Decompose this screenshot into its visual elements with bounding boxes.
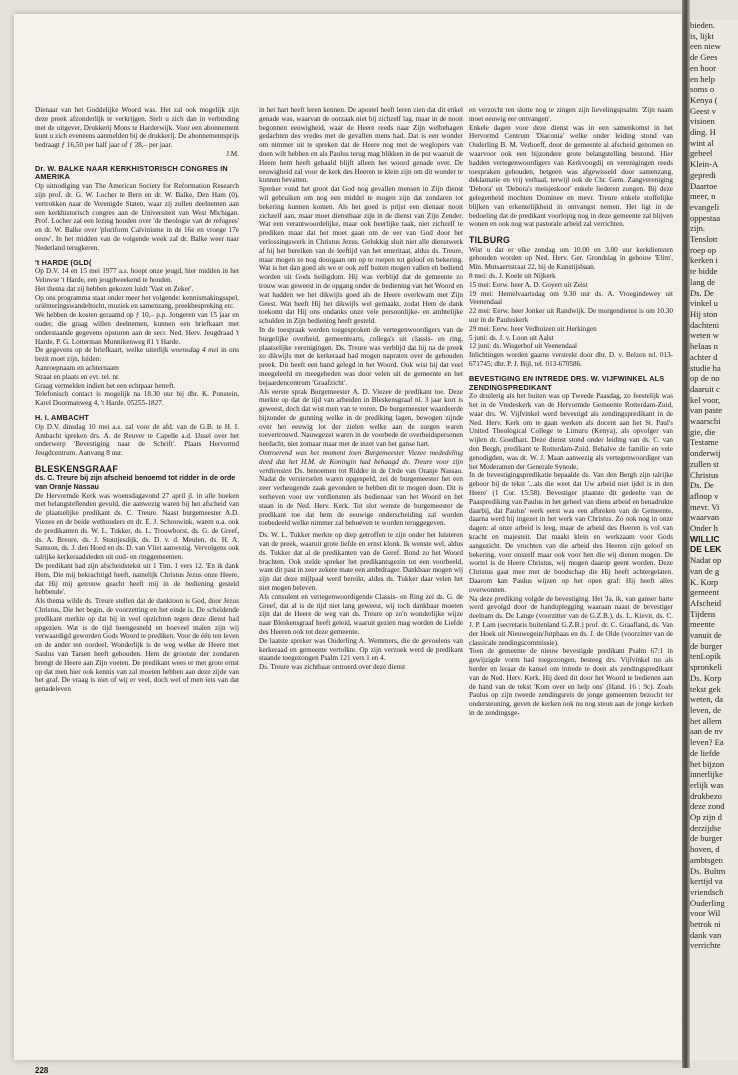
adjacent-page-line: Geest v (690, 105, 717, 116)
adjacent-page-line: op de no (690, 373, 720, 384)
ambacht-paragraph: Op D.V. dinsdag 10 mei a.s. zal voor de afd. van de G.B. te H. I. Ambacht spreken drs. A. de Reuver te Capelle a.d. IJssel over het onderwerp 'Bevestiging naar de Schrift'. Plaats Hervormd Jeugdcentrum. Aanvang 8 uur. (35, 422, 239, 458)
adjacent-page-line: roep op (690, 244, 717, 255)
adjacent-page-line: mevr. Vi (690, 501, 720, 512)
col2-paragraph-7: Als consulent en vertegenwoordigende Classis- en Ring zei ds. G. de Greef, dat al is de tijd niet lang geweest, wij toch dankbaar moeten zijn dat de Heere de weg van ds. Treure op zo'n wonderlijke wijze naar Bleskensgraaf heeft geleid, waaruit gezien mag worden de Liefde des Heeren ook tot deze gemeente. (259, 592, 463, 637)
harde-paragraph-1: Op D.V. 14 en 15 mei 1977 a.s. hoopt onze jeugd, hier midden in het Veluwse 't Harde, een jeugdweekend te houden. (35, 267, 239, 285)
bleskens-paragraph-3: Als thema wilde ds. Treure stellen dat de danktoon is God, door Jezus Christus, Die het begin, de voorzetting en het einde is. De scheidende predikant merkte op dat hij in veel opzichten tegen deze dienst had opgezien. Wat is de tijd heengesneld en hoeveel malen zijn wij verwaardigd geworden Gods Woord te prediken. Voor de één ten leven en de ander ten oordeel. Wonderlijk is de weg welke de Heere met Saulus van Tarsen heeft gehouden. Hem de grootste der zondaren brengt de Heere aan Zijn voeten. De predikant wees er met grote ernst op dat men hier ook kennis van zal moeten hebben aan deze zijde van het graf. De vraag is niet of wij er veel, doch wel of men iets van dat genadeleven (35, 597, 239, 694)
harde-paragraph-5b: in ons bezit moet zijn, luiden: (35, 346, 239, 364)
col2-paragraph-1: in het hart heeft leren kennen. De apostel heeft leren zien dat dit enkel genade was, waarvan de oorzaak niet bij zichzelf lag, maar in de nooit begonnen eeuwigheid, waar de Heere reeds naar Zijn welbehagen gedachten des vredes met de gevallen mens had. Dat is een wonder om nimmer uit te spreken dat de Heere nog met de weglopers van doen wilt hebben en als Paulus terug mag blikken in de put waaruit de Heere hem heeft gehaald blijft alleen het woord genade over. De eeuwigheid zal voor de kerk des Heeren te klein zijn om dit wonder te kunnen bevatten. (259, 106, 463, 185)
adjacent-page-line: spronkeli (690, 662, 722, 673)
adjacent-page-line: Testame (690, 437, 719, 448)
adjacent-page-line: ding. H (690, 127, 716, 138)
adjacent-page-line: kel voor, (690, 394, 721, 405)
adjacent-page-line: tekst gek (690, 683, 721, 694)
col2-paragraph-3: In de toespraak werden toegesproken de vertegenwoordigers van de burgelijke overheid, gemeentearts, collega's uit classis- en ring, plaatselijke verenigingen. Ds. Treure was verblijd dat hij na de preek zo dikwijls met de kerkeraad had mogen napraten over de gehouden preek. Dit heeft een band gelegd in het Woord. Ook wist hij dat veel meegeleefd en meegebeden was door velen uit de gemeente en het bejaardencentrum 'Graafzicht'. (259, 325, 463, 387)
adjacent-page-line: waarschi (690, 416, 721, 427)
adjacent-page-line: drukbezo (690, 790, 722, 801)
adjacent-page-line: dank van (690, 929, 722, 940)
adjacent-page-line: meente (690, 619, 715, 630)
harde-paragraph-5 (35, 346, 239, 364)
col3-paragraph-2: Enkele dagen voor deze dienst was in een samenkomst in het Hervormd Centrum 'Diaconia' welke onder leiding stond van Ouderling B. M. Verhoeff, door de gemeente al afscheid genomen en waarvoor ook een bijzondere grote belangstelling bestond. Hier hadden vertegenwoordigers van Kerkvoogdij en verenigingen reeds toespraken gehouden, hetgeen was afgewisseld door samenzang, deklamatie en vrij verhaal, terwijl ook de Chr. Gem. Zangvereniging 'Debora' en 'Debora's meisjeskoor' enkele liederen zongen. Bij deze gelegenheid mochten Domineе en mevr. Treure enkele stoffelijke blijken van erkentelijkheid in ontvangst nemen. Het ligt in de bedoeling dat de predikant voorlopig nog in deze gemeente zal blijven wonen en ook nog wat pastorale arbeid zal verrichten. (469, 123, 673, 229)
adjacent-page-line: te bidde (690, 266, 718, 277)
adjacent-page-line: Nadat op (690, 555, 722, 566)
adjacent-page-line: Ds. De (690, 287, 714, 298)
col2-paragraph-4: Als eerste sprak Burgemeester A. D. Viezee de predikant toe. Deze merkte op dat de tijd van arbeiden in Bleskensgraaf nl. 3 jaar kort is geweest, doch dat wist men van te voren. De burgemeester waardeerde bijzonder de gunning welke in de prediking lagen, bewogen zijnde over het eeuwig lot der zielen welke aan de zorgen waren toevertrouwd. Nauwgezet waren in de voorbede de overheidspersonen herdacht, niet zomaar maar met de inzet van het ganse hart. (259, 387, 463, 449)
adjacent-page-line: gemeent (690, 587, 720, 598)
adjacent-page-line: het bijzon (690, 758, 725, 769)
adjacent-page-line: dachteni (690, 319, 720, 330)
magazine-page (14, 14, 682, 1075)
vijfwinkel-paragraph-2: In de bevestigingspredikatie bepaalde ds. Van den Bergh zijn talrijke gehoor bij de tekst '...als die weet dat Uw arbeid niet ijdel is in den Heere' (1 Cor. 15:58). Bevestiger plaatste dit gedeelte van de Paasprediking van Paulus in het geheel van diens arbeid en benadrukte daarbij, dat Paulus' werk eerst was een afbreken van de Gemeente, daarna werd hij ingezet in het werk van Christus. Zo ook nog in onze dagen: al onze arbeid is leeg, maar de arbeid des Heeren is vol van kracht en majesteit. Dat maakt klein en werkzaam voor Gods aangezicht. De vruchten van die arbeid des Heeren zijn geloof en bekering, voor onszelf maar ook voor hen die wij dienen mogen. De wortel is de Heere Christus, wij mogen daarop geent worden. Deze Christus gaat mee met de boodschap die Hij heeft achtergelaten. Daarom kan Paulus wijzen op het open graf: Hij heeft alles overwonnen. (469, 471, 673, 594)
adjacent-page-line: helaas n (690, 341, 718, 352)
col2-paragraph-5-rest: Ds. benoemen tot Ridder in de Orde van Oranje Nassau. Nadat de versierselen waren opgespeld, zei de burgemeester het een zeer verheugende zaak gevonden te hebben dit te mogen doen. Dit is verheven voor uw verdiensten als bedienaar van het Woord en het staan in de Ned. Herv. Kerk. Tot slot wenste de burgemeester de predikant toe dat hem de eeuwige onderscheiding zal worden toebedeeld welke nimmer zal behoeven te worden teruggegeven. (259, 466, 464, 528)
adjacent-page-line: Ds. De (690, 480, 714, 491)
balke-paragraph: Op uitnodiging van The American Society for Reformation Research zijn prof. dr. G. W. Locher te Bern en dr. W. Balke, Den Ham (0), vertrokken naar de Verenigde Staten, waar zij zullen deelnemen aan een kerkhistorisch congres aan de Universiteit van West Michigan. Prof. Locher zal een lezing houden over 'de theologie van de refugees' en dr. W. Balke over 'pluriform Calvinisme in de 16e en vroege 17e eeuw'. In het midden van de volgende week zal dr. Balke weer naar Nederland terugkeren. (35, 182, 239, 252)
adjacent-page-line: Onder h (690, 523, 718, 534)
adjacent-page-line: het allem (690, 715, 722, 726)
adjacent-page-line: verrichte (690, 940, 721, 951)
adjacent-page-line: van paste (690, 405, 723, 416)
adjacent-page-line: WILLIC (690, 533, 720, 544)
adjacent-page-line: aan de nv (690, 726, 723, 737)
page-number: 228 (35, 1066, 49, 1075)
ambacht-heading: H. I. AMBACHT (35, 413, 89, 423)
adjacent-page-line: Ds. Korp (690, 672, 722, 683)
adjacent-page-line: bieden. (690, 20, 716, 30)
bleskens-heading: BLESKENSGRAAF (35, 463, 119, 474)
adjacent-page-line: betrok ni (690, 919, 721, 930)
adjacent-page-line: tenLopik (690, 651, 722, 662)
adjacent-page-line: daaruit c (690, 383, 720, 394)
tilburg-schedule-line: 22 mei: Eerw. heer Jonker uit Randwijk. De morgendienst is om 10.30 uur in de Pauluskerk (469, 307, 673, 325)
adjacent-page-line: DE LEK (690, 544, 722, 555)
adjacent-page-line: is, lijkt (690, 30, 714, 41)
adjacent-page-line: deze zond (690, 801, 725, 812)
col2-paragraph-5 (259, 449, 463, 528)
harde-line: Aanroepnaam en achternaam (35, 364, 119, 373)
adjacent-page-line: Klein-A (690, 159, 719, 170)
vijfwinkel-paragraph-4: Toen de gemeente de nieuw bevestigde predikant Psalm 67:1 in gewijzigde vorm had toegezongen, besteeg drs. Vijfvinkel nu als herder en leraar de kansel om intrede te doen als zendingspredikant van de Ned. Herv. Kerk. Hij deed dit door het Woord te bedienen aan de hand van de tekst 'Kom over en help ons' (Hand. 16 : 9c). Zoals Paulus op zijn tweede zendingsreis de jonge gemeenten bezocht ter ondersteuning, geven de kerken ook nu nog steun aan de jonge kerken in de zendingsge- (469, 647, 673, 717)
col2-paragraph-8: De laatste spreker was Ouderling A. Wemmers, die de gevoelens van kerkeraad en gemeente vertolkte. Op zijn verzoek werd de predikant staande toegezongen Psalm 121 vers 1 en 4. (259, 636, 463, 663)
adjacent-page-line: studie ha (690, 362, 721, 373)
adjacent-page-line: soms o (690, 84, 715, 95)
adjacent-page-line: voor Wil (690, 908, 721, 919)
adjacent-page-line: derzijdse (690, 822, 722, 833)
tilburg-schedule-line: 29 mei: Eerw. heer Vedhuizen uit Herkingen (469, 324, 597, 333)
harde-paragraph-5a: De gegevens op de briefkaart, welke uiterlijk (35, 346, 169, 355)
adjacent-page-line: leven, de (690, 705, 722, 715)
tilburg-paragraph-1: Wist u dat er elke zondag om 10.00 en 3.00 uur kerkdiensten gehouden worden op Ned. Herv. Ger. Grondslag in gebouw 'Elim', Min. Mutsaertstraat 22, bij de Kunstijsbaan. (469, 245, 673, 272)
adjacent-page-line: Ouderling (690, 897, 725, 908)
harde-line: Straat en plaats en evt. tel. nr. (35, 372, 120, 381)
tilburg-schedule-line: 5 juni: ds. J. v. Loon uit Aalst (469, 333, 554, 342)
bleskens-paragraph-2: De predikant had zijn afscheidstekst uit 1 Tim. 1 vers 12. 'En ik dank Hem, Die mij bekrachtigd heeft, namelijk Christus Jezus onze Heere, dat Hij mij getrouw geacht heeft mij in de bediening gesteld hebbende'. (35, 561, 239, 597)
intro-paragraph: Dienaar van het Goddelijke Woord was. Het zal ook mogelijk zijn deze preek afzonderlijk te verkrijgen. Stelt u zich dan in verbinding met de uitgever, Drukkerij Mons te Harderwijk. Voor een abonnement kunt u zich eveneens aanmelden bij de drukkerij. De abonnementsprijs bedraagt ƒ 16,50 per half jaar of ƒ 28,– per jaar. (35, 106, 239, 150)
adjacent-page-line: en help (690, 73, 716, 84)
adjacent-page (690, 20, 738, 1060)
adjacent-page-line: innerlijke (690, 769, 723, 780)
bleskens-subheading: ds. C. Treure bij zijn afscheid benoemd tot ridder in de orde van Oranje Nassau (35, 474, 236, 491)
adjacent-page-line: een niew (690, 41, 721, 52)
harde-paragraph-6: Telefonisch contact is mogelijk na 18.30 uur bij dhr. K. Ponstein, Karel Doormanweg 4, 't Harde. 05255-1827. (35, 390, 239, 408)
balke-heading: Dr. W. BALKE NAAR KERKHISTORISCH CONGRES IN AMERIKA (35, 163, 228, 182)
adjacent-page-line: Daartoe (690, 180, 718, 191)
bleskens-paragraph-1: De Hervormde Kerk was woensdagavond 27 april jl. in alle hoeken met belangstellenden gevuld, die aanwezig waren bij het afscheid van de plaatselijke predikant ds. C. Treure. Naast burgemeester A.D. Viezee en de beide wethouders en dr. E. J. Schouwink, waren o.a. ook de predikanten ds. W. L. Tukker, ds. L. Trouwborst, ds. G. de Greef, ds. A. Breure, ds. J. Stoutjesdijk, ds. D. v. d. Meulen, ds. H. A. Samson, ds. J. den Hoed en ds. D. van Vliet aanwezig. Vervolgens ook talrijke kerkeraadsleden uit oud- en ringgemeenten. (35, 491, 239, 562)
tilburg-schedule-line: 12 juni: ds. Wisgerhof uit Veenendaal (469, 342, 578, 351)
tilburg-paragraph-2: Inlichtingen worden gaarne verstrekt door dhr. D. v. Belzen tel. 013-671745; dhr. P. J. Bijl, tel. 013-670586. (469, 351, 673, 369)
adjacent-page-line: Afscheid (690, 597, 722, 608)
intro-signature: J.M. (226, 149, 239, 158)
adjacent-page-line: erlijk was (690, 779, 724, 790)
adjacent-page-line: gie, die (690, 426, 716, 437)
adjacent-page-line: vinkel u (690, 298, 718, 309)
adjacent-page-line: leven? Ea (690, 737, 724, 748)
adjacent-page-line: kerken i (690, 255, 718, 266)
col2-paragraph-9: Ds. Treure was zichtbaar ontroerd over deze dienst (259, 663, 406, 672)
adjacent-page-line: ambtsgen (690, 854, 723, 865)
vijfwinkel-heading: BEVESTIGING EN INTREDE DRS. W. VIJFWINKEL ALS ZENDINGSPREDIKANT (469, 373, 665, 392)
column-3 (469, 106, 673, 718)
adjacent-page-line: de Gees (690, 52, 718, 63)
col2-paragraph-6: Ds. W. L. Tukker merkte op dieр getroffen te zijn onder het luisteren van de preek, waaruit grote liefde en ernst klonk. Ik wenste wel, aldus ds. Tukker dat al de predikanten van de Geref. Bond zo het Woord brachten. Ook stelde spreker het predikantsgezin tot een voorbeeld, want dit past in zeer zekere mate een ambtdrager. Dankbaar mogen wij zijn dat deze mijlpaal werd bereikt, aldus ds. Tukker daar velen het niet mogen beleven. (259, 531, 463, 593)
col3-paragraph-1: en verzocht ten slotte nog te zingen zijn lievelingspsalm: 'Zijn naam moet eeuwig eer ontvangen'. (469, 106, 673, 123)
adjacent-page-line: onderwij (690, 448, 721, 459)
harde-paragraph-4: We hebben de kosten geraamd op ƒ 10,– p.p. Jongeren van 15 jaar en ouder, die graag willen deelnemen, kunnen een briefkaart met onderstaande gegevens opsturen aan de secr. Ned. Herv. Jeugdraad 't Harde, P. G. Lotterman Munnikenweg 81 't Harde. (35, 311, 239, 346)
vijfwinkel-paragraph-1: Zo druilerig als het buiten was op Tweede Paasdag, zo feestelijk was het in de Vredeskerk van de Hervormde Gemeente Rotterdam-Zuid, waar drs. W. Vijfvinkel werd bevestigd als zendingspredikant in de Ned. Herv. Kerk om te gaan werken als docent aan het St. Paul's United Theological College te Limuru (Kenya), als opvolger van wijlen dr. Goedhart. Deze dienst stond onder leiding van ds. C. van den Bergh, predikant te Rotterdam-Zuid. Behalve de familie en vele genodigden, was dr. W. J. Maan aanwezig als vertegenwoordiger van het Moderamen der Generale Synode, (469, 392, 673, 471)
adjacent-page-line: Tijdens (690, 608, 716, 619)
adjacent-page-line: wint al (690, 137, 714, 148)
column-1 (35, 106, 239, 694)
adjacent-page-line: weten w (690, 330, 719, 341)
adjacent-page-line: evangeli (690, 201, 720, 212)
adjacent-page-line: meer, n (690, 191, 716, 202)
tilburg-schedule-line: 19 mei: Hemelvaartsdag om 9.30 uur ds. A. Vroegindewey uit Veenendaal (469, 289, 673, 307)
adjacent-page-line: zullen st (690, 458, 719, 469)
page-gutter (682, 0, 690, 1068)
adjacent-page-line: van de g (690, 565, 720, 576)
harde-deadline: woensdag 4 mei (170, 346, 219, 355)
adjacent-page-line: achter d (690, 351, 718, 362)
adjacent-page-line: Op zijn d (690, 812, 722, 823)
adjacent-page-line: waarvan (690, 512, 720, 523)
adjacent-page-line: lang de (690, 276, 716, 287)
adjacent-page-line: oppestaa (690, 212, 721, 223)
adjacent-page-line: hoven, d (690, 844, 720, 855)
adjacent-page-line: visioen (690, 116, 715, 127)
tilburg-schedule-line: 15 mei: Eerw. heer A. D. Goyert uit Zeist (469, 280, 588, 289)
adjacent-page-line: de burger (690, 640, 723, 651)
harde-heading: 't HARDE (GLD( (35, 257, 92, 267)
adjacent-page-line: afloop v (690, 490, 719, 501)
adjacent-page-line: gepredi (690, 169, 716, 180)
knighthood-announcement: Ontroerend was het moment toen Burgemeester Viezee mededeling deed dat het H.M. de Koningin had behaagd ds. Treure voor zijn verdiensten (259, 449, 463, 475)
harde-line: Graag vermelden indien het een echtpaar betreft. (35, 381, 176, 390)
adjacent-page-line: weten, da (690, 694, 723, 705)
harde-paragraph-3: Op ons programma staat onder meer het volgende: kennismakingsspel, oriënteringswandeltocht, muziek en samenzang, preekbespreking etc. (35, 293, 239, 311)
adjacent-page-line: Hij ston (690, 308, 718, 319)
vijfwinkel-paragraph-3: Na deze prediking volgde de bevestiging. Het 'Ja, ik, van ganser harte werd gevolgd door de handoplegging waaraan naast de bevestiger deelnam ds. De Lange (voorzitter van de G.Z.B.), ds. L. Kievit, ds. C. J. P. Lam (secretaris buitenland G.Z.B.) prof. dr. C. Graafland, ds. Van der Hoek uit Nieuwegein/Jutphaas en ds. J. de Olde (voorzitter van de classicale zendingscommissie). (469, 594, 673, 647)
adjacent-page-line: Kenya ( (690, 94, 718, 105)
adjacent-page-line: vriendsch (690, 886, 724, 897)
adjacent-page-line: de burger (690, 833, 723, 844)
adjacent-page-line: kertijd va (690, 876, 723, 887)
adjacent-page-line: geheel (690, 148, 713, 159)
tilburg-schedule-line: 8 mei: ds. J. Koele uit Nijkerk (469, 272, 556, 281)
adjacent-page-line: en hoor (690, 62, 717, 73)
adjacent-page-line: Tenslott (690, 234, 718, 245)
adjacent-page-line: vanuit de (690, 630, 722, 641)
adjacent-page-line: de liefde (690, 747, 720, 758)
adjacent-page-line: Ds. Bultm (690, 865, 726, 876)
adjacent-page-line: K. Korp (690, 576, 719, 587)
col2-paragraph-2: Spreker vond het groot dat God nog gevallen mensen in Zijn dienst wil gebruiken om nog een middel te mogen zijn dat zondaren tot bekering kunnen komen. Als het goed is prijst een dienaar nooit zichzelf aan, maar moet dienstbaar zijn in de dienst van Zijn Zender. Wat een verantwoordelijke, maar ook heerlijke taak, niet zichzelf te prediken maar dat het moet gaan om de eer van God door het verlossingswerk in Christus Jezus. Gelukkig sluit niet alle dienstwerk af bij het bereiken van de leeftijd van het emeritaat, aldus ds. Treure, maar mogen ze nog doorgaan om op te roepen tot geloof en bekering. Wat is het dan goed als we er ook zelf buiten mogen vallen eh bediend worden uit Gods heiligdom. Hij was verblijd dat de gemeente zo trouw was geweest in de opgang onder de bediening van het Woord en wat hadden we het dikwijls goed als de Heere overkwam met Zijn Geest. Wat heeft Hij het dikwijls wel gemaakt, zodat Hem de dank toekomt dat Hij ons ondanks onze vele persoonlijke- en ambtelijke schulden in Zijn bediening heeft gesteld. (259, 185, 463, 326)
tilburg-heading: TILBURG (469, 235, 511, 246)
adjacent-page-line: zijn. (690, 223, 706, 234)
adjacent-page-line: Christus (690, 469, 719, 480)
column-2 (259, 106, 463, 672)
harde-paragraph-2: Het thema dat zij hebben gekozen luidt 'Vast en Zeker'. (35, 284, 194, 293)
